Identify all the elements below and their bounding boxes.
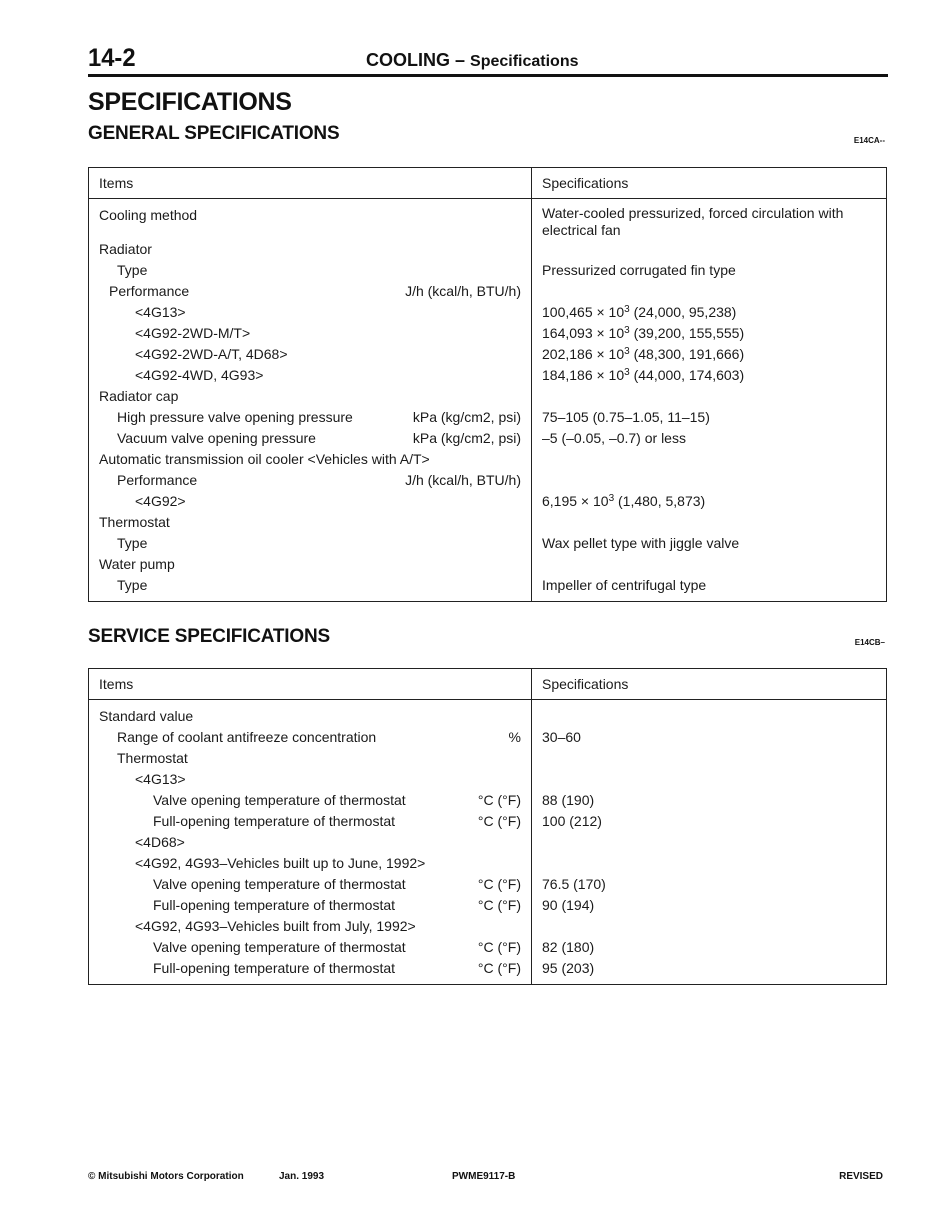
table-row <box>89 302 887 323</box>
specifications-column-header: Specifications <box>532 168 887 199</box>
item-label: Water pump <box>99 556 175 572</box>
item-label: <4D68> <box>135 834 185 850</box>
footer-status: REVISED <box>839 1171 883 1182</box>
service-specifications-table <box>88 668 887 985</box>
table-row <box>89 700 887 728</box>
unit-label: J/h (kcal/h, BTU/h) <box>405 472 521 488</box>
table-row <box>89 407 887 428</box>
item-label: Radiator <box>99 241 152 257</box>
general-specifications-heading: GENERAL SPECIFICATIONS <box>88 123 340 144</box>
table-header-row <box>89 669 887 700</box>
spec-value: 100 (212) <box>542 813 602 829</box>
spec-value: 75–105 (0.75–1.05, 11–15) <box>542 409 710 425</box>
unit-label: °C (°F) <box>477 939 521 955</box>
table-row <box>89 748 887 769</box>
table-row <box>89 895 887 916</box>
table-row <box>89 428 887 449</box>
table-header-row <box>89 168 887 199</box>
unit-label: °C (°F) <box>477 792 521 808</box>
spec-value: Wax pellet type with jiggle valve <box>542 535 740 551</box>
items-column-header: Items <box>89 168 532 199</box>
table-row <box>89 281 887 302</box>
item-label: <4G92-4WD, 4G93> <box>135 367 264 383</box>
spec-value: –5 (–0.05, –0.7) or less <box>542 430 686 446</box>
spec-value: $184,186 \times 10^3$ (44,000, 174,603) <box>532 365 887 386</box>
spec-value: $202,186 \times 10^3$ (48,300, 191,666) <box>532 344 887 365</box>
footer-copyright: © Mitsubishi Motors Corporation <box>88 1171 244 1182</box>
table-row <box>89 199 887 240</box>
spec-value: Water-cooled pressurized, forced circulation with electrical fan <box>542 205 844 238</box>
item-label: Performance <box>109 283 190 299</box>
item-label: <4G92, 4G93–Vehicles built from July, 1992> <box>135 918 416 934</box>
table-row <box>89 239 887 260</box>
heading-separator: – <box>450 50 471 70</box>
spec-value: $6,195 \times 10^3$ (1,480, 5,873) <box>532 491 887 512</box>
item-label: Cooling method <box>99 207 198 223</box>
item-label: Valve opening temperature of thermostat <box>153 876 406 892</box>
chapter-title: COOLING <box>366 50 450 70</box>
table-row <box>89 727 887 748</box>
unit-label: °C (°F) <box>477 876 521 892</box>
table-row <box>89 811 887 832</box>
item-label: Radiator cap <box>99 388 179 404</box>
spec-value: 90 (194) <box>542 897 595 913</box>
table-row <box>89 575 887 602</box>
item-label: Type <box>117 535 148 551</box>
table-row <box>89 937 887 958</box>
service-specifications-code: E14CB– <box>854 638 885 647</box>
footer-date: Jan. 1993 <box>279 1171 325 1182</box>
spec-value: $100,465 \times 10^3$ (24,000, 95,238) <box>532 302 887 323</box>
item-label: Full-opening temperature of thermostat <box>153 897 396 913</box>
table-row <box>89 790 887 811</box>
table-row <box>89 874 887 895</box>
item-label: <4G13> <box>135 771 186 787</box>
table-row <box>89 769 887 790</box>
item-label: <4G92-2WD-A/T, 4D68> <box>135 346 288 362</box>
item-label: <4G92, 4G93–Vehicles built up to June, 1992> <box>135 855 426 871</box>
table-row <box>89 323 887 344</box>
general-specifications-code: E14CA-- <box>853 136 885 145</box>
table-row <box>89 365 887 386</box>
item-label: Type <box>117 262 148 278</box>
spec-value: Pressurized corrugated fin type <box>542 262 736 278</box>
item-label: Valve opening temperature of thermostat <box>153 939 406 955</box>
item-label: <4G13> <box>135 304 186 320</box>
item-label: High pressure valve opening pressure <box>117 409 353 425</box>
table-row <box>89 260 887 281</box>
table-row <box>89 916 887 937</box>
general-specifications-table <box>88 167 887 602</box>
item-label: Automatic transmission oil cooler <Vehicles with A/T> <box>99 451 430 467</box>
unit-label: % <box>508 729 521 745</box>
item-label: Thermostat <box>99 514 170 530</box>
item-label: Thermostat <box>117 750 188 766</box>
item-label: Vacuum valve opening pressure <box>117 430 316 446</box>
item-label: Type <box>117 577 148 593</box>
section-title: Specifications <box>470 53 579 70</box>
spec-value: $164,093 \times 10^3$ (39,200, 155,555) <box>532 323 887 344</box>
spec-value: Impeller of centrifugal type <box>542 577 707 593</box>
unit-label: kPa (kg/cm2, psi) <box>412 430 521 446</box>
unit-label: °C (°F) <box>477 813 521 829</box>
footer-document-id: PWME9117-B <box>452 1171 516 1182</box>
table-row <box>89 512 887 533</box>
spec-value: 88 (190) <box>542 792 595 808</box>
table-row <box>89 832 887 853</box>
spec-value: 82 (180) <box>542 939 595 955</box>
unit-label: °C (°F) <box>477 960 521 976</box>
unit-label: J/h (kcal/h, BTU/h) <box>405 283 521 299</box>
specifications-column-header: Specifications <box>532 669 887 700</box>
table-row <box>89 449 887 470</box>
table-row <box>89 491 887 512</box>
item-label: <4G92> <box>135 493 186 509</box>
table-row <box>89 554 887 575</box>
spec-value: 95 (203) <box>542 960 595 976</box>
item-label: Full-opening temperature of thermostat <box>153 813 396 829</box>
table-row <box>89 386 887 407</box>
item-label: Performance <box>117 472 198 488</box>
page-header <box>88 44 888 77</box>
table-row <box>89 958 887 985</box>
spec-value: 30–60 <box>542 729 581 745</box>
table-row <box>89 533 887 554</box>
item-label: Valve opening temperature of thermostat <box>153 792 406 808</box>
table-row <box>89 853 887 874</box>
items-column-header: Items <box>89 669 532 700</box>
unit-label: kPa (kg/cm2, psi) <box>412 409 521 425</box>
item-label: Range of coolant antifreeze concentration <box>117 729 377 745</box>
page-number: 14-2 <box>88 44 136 72</box>
service-specifications-heading: SERVICE SPECIFICATIONS <box>88 626 330 647</box>
item-label: Full-opening temperature of thermostat <box>153 960 396 976</box>
unit-label: °C (°F) <box>477 897 521 913</box>
table-row <box>89 470 887 491</box>
page-title: SPECIFICATIONS <box>88 88 292 116</box>
table-row <box>89 344 887 365</box>
item-label: <4G92-2WD-M/T> <box>135 325 251 341</box>
item-label: Standard value <box>99 708 194 724</box>
spec-value: 76.5 (170) <box>542 876 606 892</box>
page-heading <box>366 50 579 71</box>
